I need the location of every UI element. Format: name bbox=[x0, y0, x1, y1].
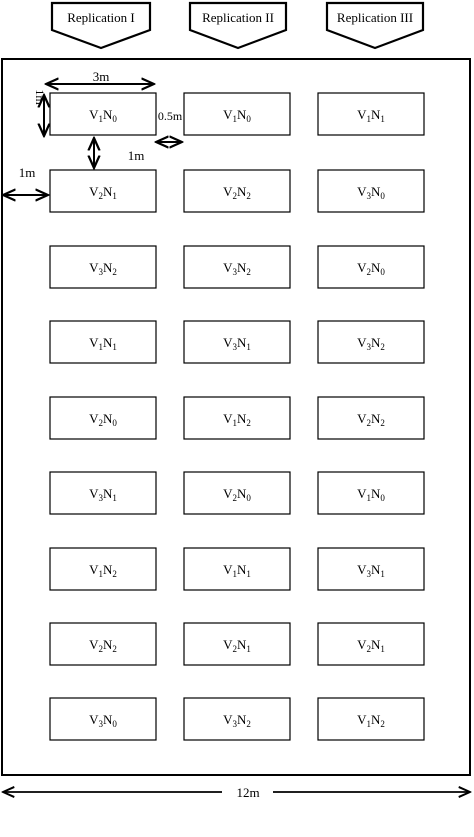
plot-label: $V_1N_1$ bbox=[223, 562, 251, 579]
plot-label: $V_3N_0$ bbox=[89, 712, 117, 729]
plot-label: $V_1N_2$ bbox=[223, 411, 251, 428]
replication-label: Replication III bbox=[336, 10, 414, 25]
plot-label: $V_2N_0$ bbox=[357, 260, 385, 277]
plot-label: $V_1N_0$ bbox=[89, 107, 117, 124]
replication-header-3 bbox=[327, 3, 423, 48]
border-margin-label: 1m bbox=[18, 165, 36, 180]
plot-width-label: 3m bbox=[92, 69, 110, 84]
plot-label: $V_2N_2$ bbox=[89, 637, 117, 654]
plot-label: $V_3N_2$ bbox=[357, 335, 385, 352]
plot-label: $V_1N_0$ bbox=[357, 486, 385, 503]
plot-label: $V_1N_1$ bbox=[89, 335, 117, 352]
plot-label: $V_3N_2$ bbox=[223, 712, 251, 729]
plot-label: $V_2N_0$ bbox=[89, 411, 117, 428]
plot-grid bbox=[50, 93, 424, 740]
replication-header-2 bbox=[190, 3, 286, 48]
plot-label: $V_1N_0$ bbox=[223, 107, 251, 124]
plot-label: $V_1N_2$ bbox=[89, 562, 117, 579]
plot-label: $V_2N_2$ bbox=[357, 411, 385, 428]
plot-label: $V_2N_1$ bbox=[223, 637, 251, 654]
plot-label: $V_3N_2$ bbox=[223, 260, 251, 277]
plot-label: $V_3N_0$ bbox=[357, 184, 385, 201]
plot-label: $V_1N_2$ bbox=[357, 712, 385, 729]
plot-label: $V_3N_1$ bbox=[89, 486, 117, 503]
field-width-label: 12m bbox=[236, 785, 260, 800]
plot-label: $V_3N_1$ bbox=[357, 562, 385, 579]
replication-header-1 bbox=[52, 3, 150, 48]
replication-label: Replication II bbox=[202, 10, 274, 25]
plot-height-label: 1m bbox=[33, 89, 47, 105]
plot-label: $V_1N_1$ bbox=[357, 107, 385, 124]
plot-label: $V_3N_2$ bbox=[89, 260, 117, 277]
plot-label: $V_2N_0$ bbox=[223, 486, 251, 503]
row-gap-label: 1m bbox=[127, 148, 145, 163]
plot-label: $V_2N_1$ bbox=[357, 637, 385, 654]
plot-label: $V_2N_2$ bbox=[223, 184, 251, 201]
column-gap-label: 0.5m bbox=[157, 109, 183, 123]
plot-label: $V_3N_1$ bbox=[223, 335, 251, 352]
replication-label: Replication I bbox=[67, 10, 135, 25]
plot-label: $V_2N_1$ bbox=[89, 184, 117, 201]
